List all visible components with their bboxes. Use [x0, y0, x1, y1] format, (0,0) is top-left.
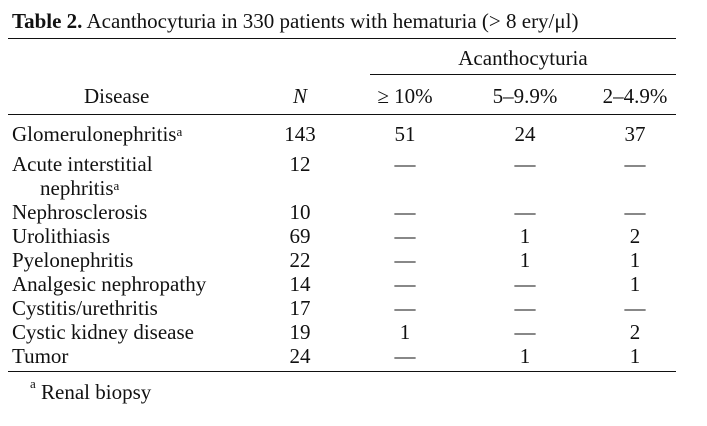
disease-name-text: Urolithiasis	[12, 224, 110, 248]
row-disease-name	[12, 122, 182, 146]
row-n-value: 12	[289, 152, 311, 176]
table-caption	[12, 8, 692, 34]
row-col-5-9pct: 1	[519, 344, 531, 368]
footnote-text: Renal biopsy	[35, 380, 152, 404]
disease-name-text: Pyelonephritis	[12, 248, 134, 272]
row-col-5-9pct: —	[514, 152, 536, 176]
row-n-value: 22	[289, 248, 311, 272]
row-disease-name-continued	[40, 176, 119, 200]
row-disease-name	[12, 272, 206, 296]
group-rule	[370, 74, 676, 75]
row-col-5-9pct: —	[514, 200, 536, 224]
row-col-5-9pct: 1	[519, 224, 531, 248]
row-col-10pct: 1	[399, 320, 411, 344]
row-col-2-4pct: 2	[629, 224, 641, 248]
row-disease-name	[12, 344, 68, 368]
row-col-5-9pct: —	[514, 296, 536, 320]
row-col-10pct: —	[394, 200, 416, 224]
row-n-value: 19	[289, 320, 311, 344]
footnote-ref: a	[176, 124, 183, 139]
row-col-2-4pct: 37	[624, 122, 646, 146]
row-col-10pct: —	[394, 296, 416, 320]
row-col-5-9pct: —	[514, 320, 536, 344]
header-group-acanthocyturia: Acanthocyturia	[458, 46, 588, 70]
header-n: N	[292, 84, 307, 108]
row-col-5-9pct: 24	[514, 122, 536, 146]
disease-name-text: Cystic kidney disease	[12, 320, 194, 344]
header-disease: Disease	[84, 84, 150, 108]
top-rule	[8, 38, 676, 39]
row-col-5-9pct: 1	[519, 248, 531, 272]
row-disease-name	[12, 200, 147, 224]
header-col-5-9pct: 5–9.9%	[492, 84, 558, 108]
row-col-2-4pct: —	[624, 152, 646, 176]
bottom-rule	[8, 371, 676, 372]
row-col-2-4pct: 1	[629, 344, 641, 368]
disease-name-text: Acute interstitial	[12, 152, 153, 176]
row-col-10pct: —	[394, 248, 416, 272]
row-col-2-4pct: 1	[629, 272, 641, 296]
row-col-10pct: —	[394, 224, 416, 248]
header-rule	[8, 114, 676, 115]
header-col-10pct: ≥ 10%	[377, 84, 433, 108]
row-disease-name	[12, 224, 110, 248]
row-n-value: 17	[289, 296, 311, 320]
row-n-value: 10	[289, 200, 311, 224]
row-n-value: 69	[289, 224, 311, 248]
row-col-10pct: —	[394, 272, 416, 296]
table-label: Table 2.	[12, 9, 83, 33]
row-col-10pct: —	[394, 152, 416, 176]
row-disease-name	[12, 320, 194, 344]
row-disease-name	[12, 296, 158, 320]
row-col-2-4pct: —	[624, 296, 646, 320]
row-disease-name	[12, 248, 133, 272]
row-n-value: 143	[284, 122, 316, 146]
disease-name-text: Tumor	[12, 344, 69, 368]
disease-name-text: Cystitis/urethritis	[12, 296, 158, 320]
row-col-10pct: —	[394, 344, 416, 368]
table-title: Acanthocyturia in 330 patients with hematuria (> 8 ery/μl)	[86, 9, 579, 33]
footnote-marker: a	[30, 376, 36, 391]
row-col-2-4pct: 1	[629, 248, 641, 272]
row-col-5-9pct: —	[514, 272, 536, 296]
disease-name-text: Glomerulonephritis	[12, 122, 177, 146]
row-n-value: 24	[289, 344, 311, 368]
disease-name-text: nephritis	[40, 176, 114, 200]
row-col-10pct: 51	[394, 122, 416, 146]
disease-name-text: Analgesic nephropathy	[12, 272, 207, 296]
row-disease-name	[12, 152, 153, 176]
row-col-2-4pct: 2	[629, 320, 641, 344]
header-col-2-4pct: 2–4.9%	[602, 84, 668, 108]
disease-name-text: Nephrosclerosis	[12, 200, 148, 224]
row-col-2-4pct: —	[624, 200, 646, 224]
footnote-ref: a	[113, 178, 120, 193]
footnote	[30, 376, 152, 405]
row-n-value: 14	[289, 272, 311, 296]
